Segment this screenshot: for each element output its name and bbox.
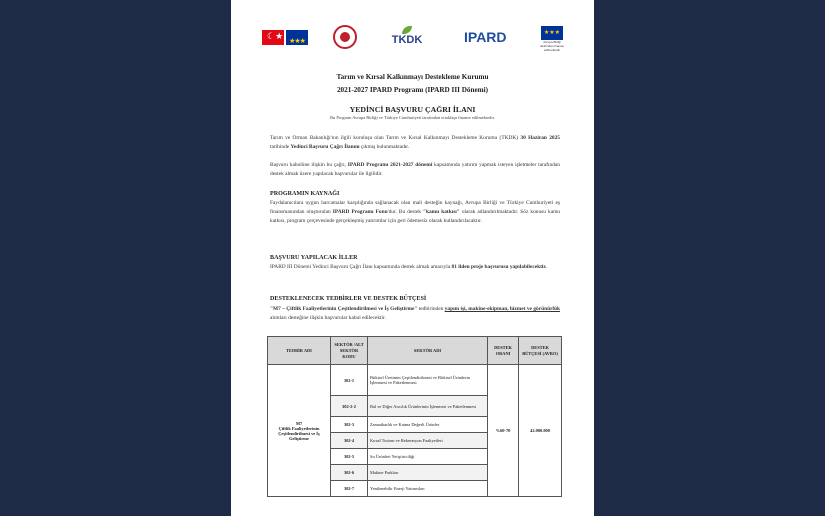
funding-subtitle: Bu Program Avrupa Birliği ve Türkiye Cumhuriyeti tarafından ortaklaşa finanse edilmektedir. <box>330 115 495 120</box>
source-paragraph: Faydalanıcılara uygun harcamalar karşılığında sağlanacak olan mali desteğin kaynağı, Avrupa Birliği ve Türkiye Cumhuriyeti eş finansmanından oluşturulan IPARD Programı Fonu'dur. Bu destek "kamu katkısı" olarak adlandırılmaktadır. Söz konusu kamu katkısı, program çerçevesinde gerçekleşmiş yatırımlar için geri ödemesiz olarak kullandırılacaktır. <box>270 200 560 224</box>
col-measure: TEDBİR ADI <box>268 337 331 365</box>
sector-code: 302-5 <box>331 449 368 465</box>
institution-name: Tarım ve Kırsal Kalkınmayı Destekleme Kurumu <box>336 73 489 81</box>
sector-code: 302-2-2 <box>331 396 368 417</box>
eu-flag-small-icon: ★★★ <box>541 26 563 40</box>
eu-flag-icon: ★★★ <box>286 30 308 45</box>
intro-paragraph-2: Başvuru kabulüne ilişkin bu çağrı, IPARD Programı 2021-2027 dönemi kapsamında yatırım yapmak isteyen işletmeler tarafından destek almak üzere yapılacak başvurular ile ilgilidir. <box>270 162 560 177</box>
announcement-page <box>231 0 594 516</box>
source-heading: PROGRAMIN KAYNAĞI <box>270 191 340 197</box>
sector-name: Makine Parkları <box>368 465 488 481</box>
col-sector-name: SEKTÖR ADI <box>368 337 488 365</box>
provinces-paragraph: IPARD III Dönemi Yedinci Başvuru Çağrı İlanı kapsamında destek almak amacıyla 81 ilden proje başvurusu yapılabilecektir. <box>270 264 547 270</box>
page-title: YEDİNCİ BAŞVURU ÇAĞRI İLANI <box>349 105 476 114</box>
sector-name: Bal ve Diğer Arıcılık Ürünlerinin İşlenmesi ve Paketlenmesi <box>368 396 488 417</box>
eu-funded-logo: ★★★ Avrupa Birliği tarafından finanse edilmektedir <box>537 26 567 50</box>
col-rate: DESTEK ORANI <box>488 337 519 365</box>
sector-name: Bitkisel Üretimin Çeşitlendirilmesi ve Bitkisel Ürünlerin İşlenmesi ve Paketlenmesi <box>368 365 488 396</box>
logo-bar <box>231 24 594 50</box>
support-budget: 42.000.000 <box>519 365 562 497</box>
program-name: 2021-2027 IPARD Programı (IPARD III Dönemi) <box>336 86 489 94</box>
sector-code: 302-6 <box>331 465 368 481</box>
sector-name: Yenilenebilir Enerji Yatırımları <box>368 481 488 497</box>
sector-name: Su Ürünleri Yetiştiriciliği <box>368 449 488 465</box>
sector-code: 302-4 <box>331 433 368 449</box>
table-header-row <box>268 337 562 365</box>
measures-paragraph: "M7 – Çiftlik Faaliyetlerinin Çeşitlendirilmesi ve İş Geliştirme" tedbirinden yapım işi, makine-ekipman, hizmet ve görünürlük alımları desteğine ilişkin başvurular kabul edilecektir. <box>270 306 560 321</box>
tkdk-logo: TKDK <box>385 26 429 48</box>
sector-name: Kırsal Turizm ve Rekreasyon Faaliyetleri <box>368 433 488 449</box>
sector-code: 302-1 <box>331 365 368 396</box>
ministry-seal-icon <box>333 25 357 49</box>
sector-name: Zanaatkarlık ve Katma Değerli Ürünler <box>368 417 488 433</box>
sector-code: 302-3 <box>331 417 368 433</box>
budget-table <box>267 336 562 497</box>
support-rate: %60-70 <box>488 365 519 497</box>
table-row <box>268 365 562 396</box>
col-sector-code: SEKTÖR /ALT SEKTÖR KODU <box>331 337 368 365</box>
turkey-flag-icon: ☾★ <box>262 30 284 45</box>
measures-heading: DESTEKLENECEK TEDBİRLER VE DESTEK BÜTÇESİ <box>270 296 427 302</box>
provinces-heading: BAŞVURU YAPILACAK İLLER <box>270 255 358 261</box>
col-budget: DESTEK BÜTÇESİ (AVRO) <box>519 337 562 365</box>
measure-cell: M7 Çiftlik Faaliyetlerinin Çeşitlendirilmesi ve İş Geliştirme <box>268 365 331 497</box>
leaf-icon <box>402 26 412 34</box>
ipard-logo: IPARD <box>464 29 507 45</box>
intro-paragraph-1: Tarım ve Orman Bakanlığı'nın ilgili kuruluşu olan Tarım ve Kırsal Kalkınmayı Destekleme Kurumu (TKDK) 30 Haziran 2025 tarihinde Yedinci Başvuru Çağrı İlanını çıkmış bulunmaktadır. <box>270 135 560 150</box>
sector-code: 302-7 <box>331 481 368 497</box>
